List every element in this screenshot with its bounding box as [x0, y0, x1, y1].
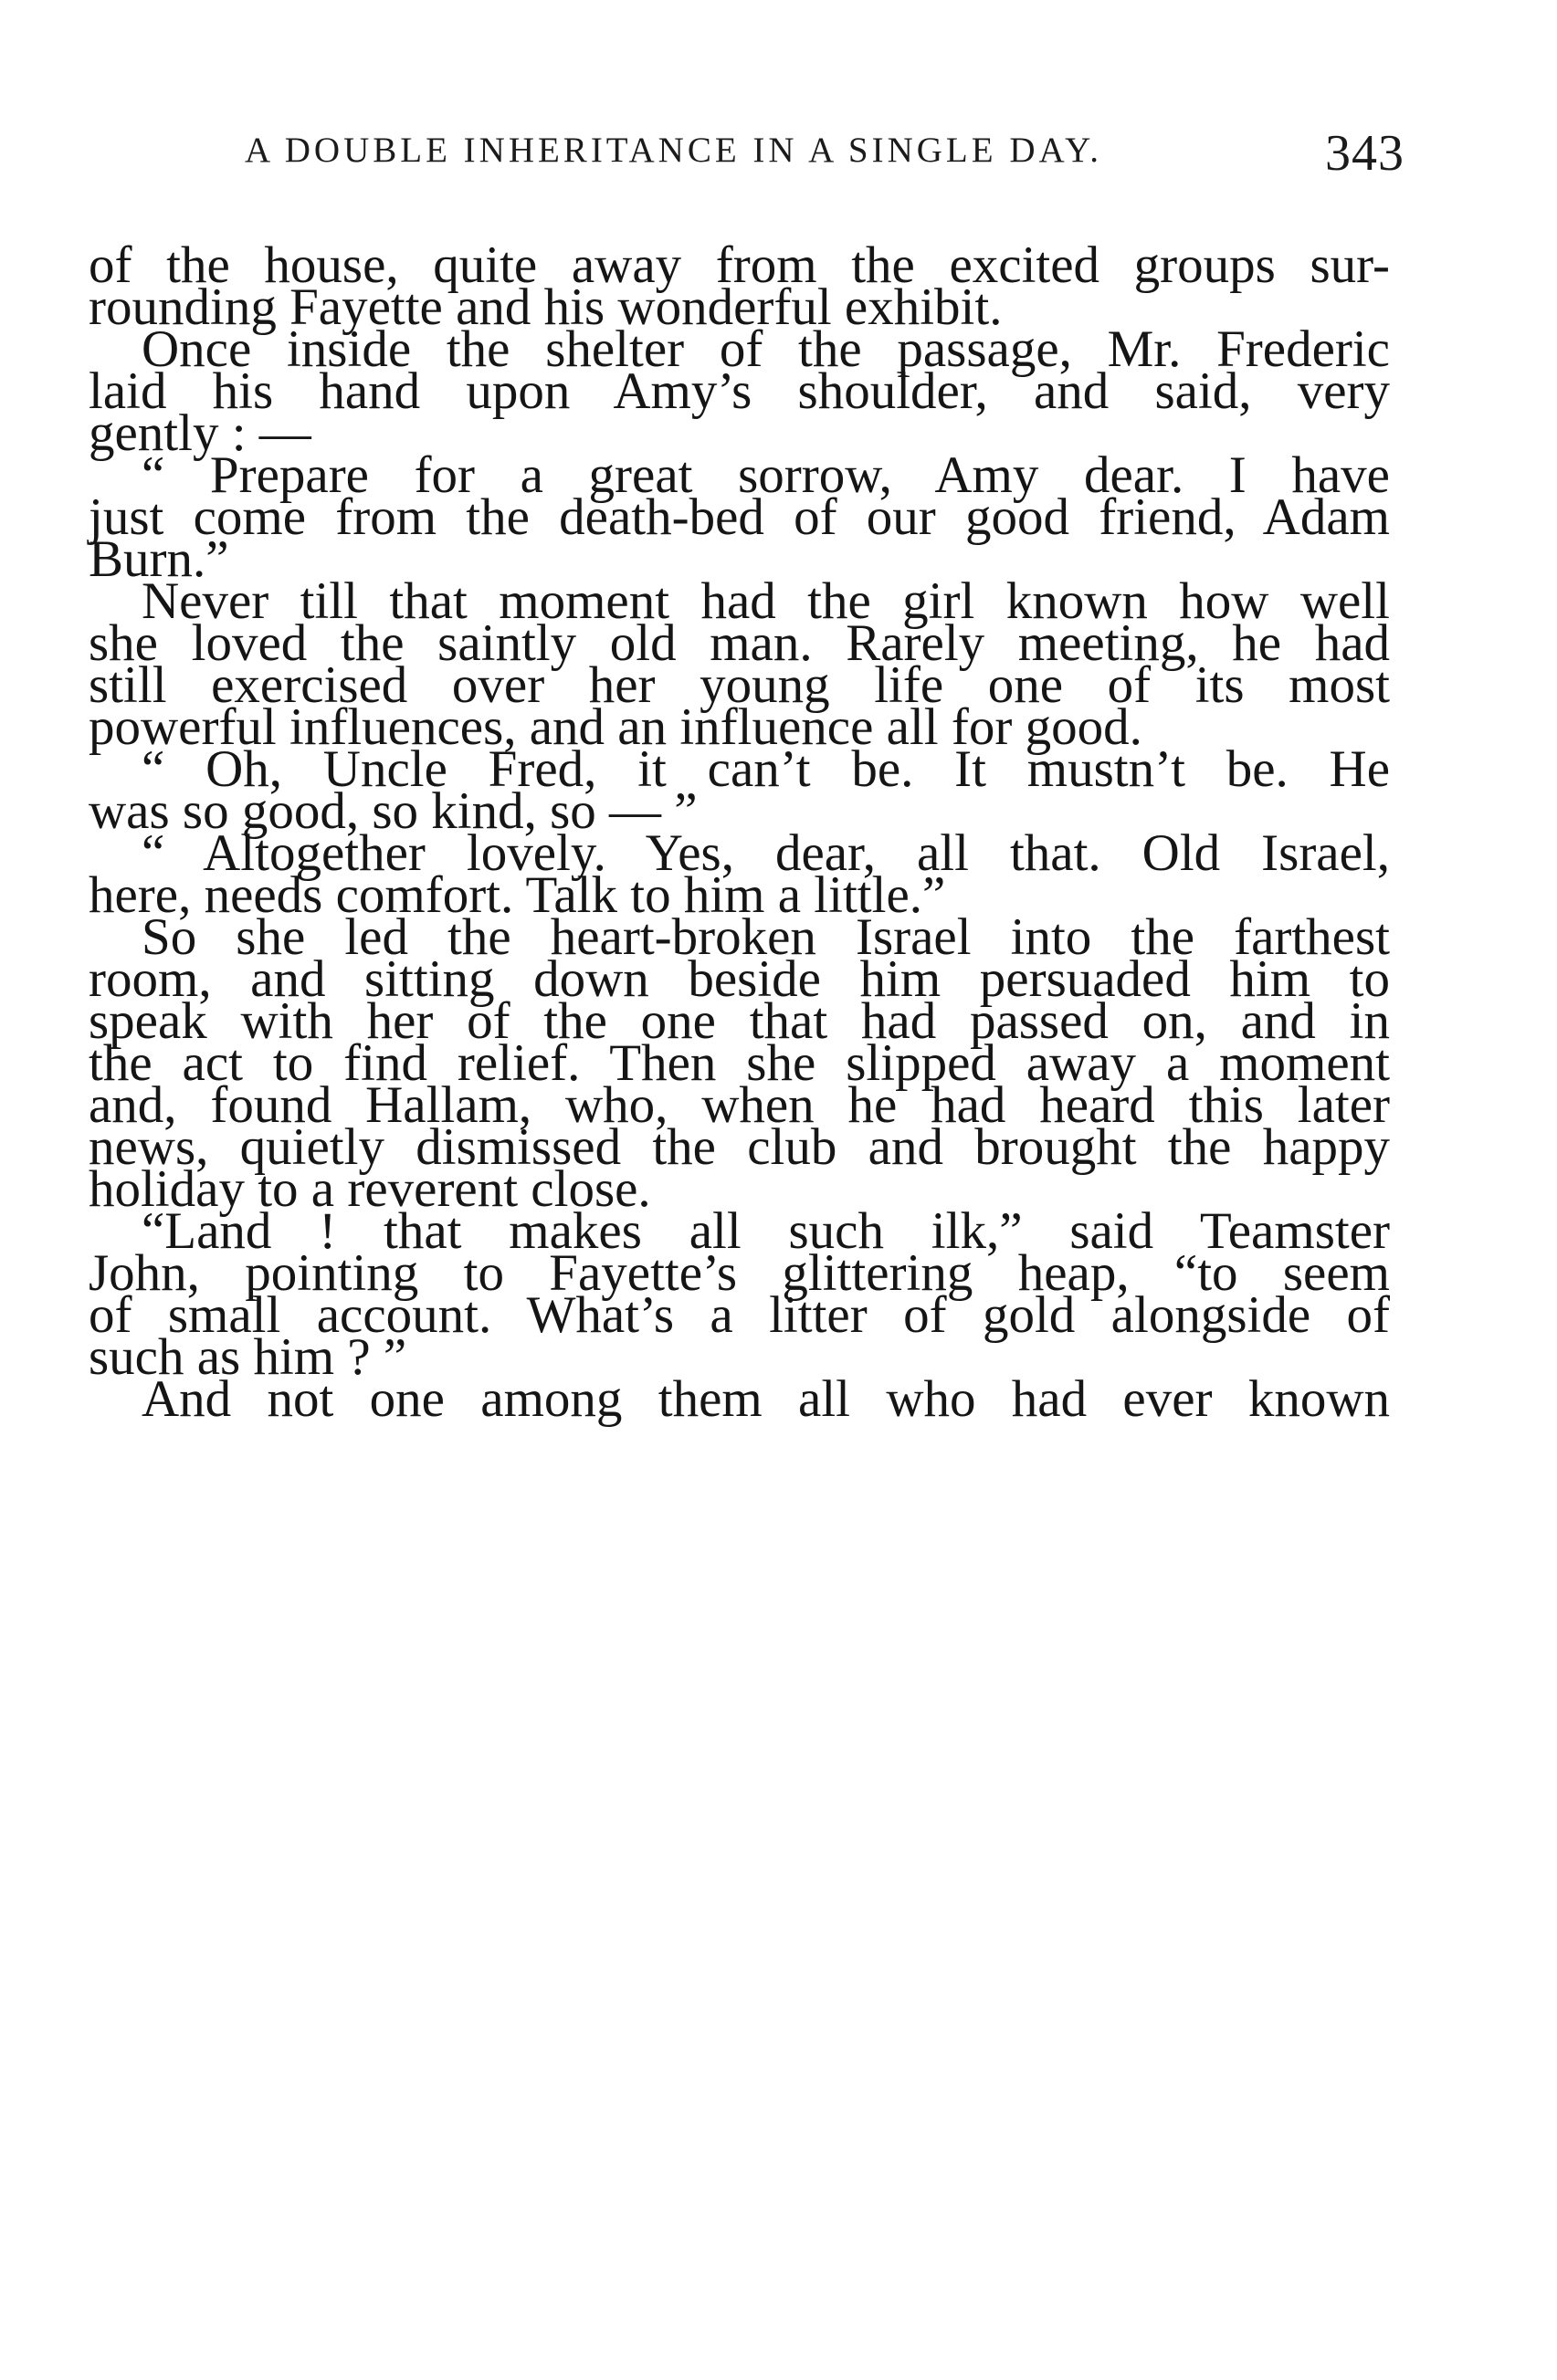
text-line-17: So she led the heart-broken Israel into the farthest — [142, 908, 1390, 966]
text-line-5: gently : — — [89, 404, 311, 462]
page-number: 343 — [1325, 125, 1404, 182]
text-line-4: laid his hand upon Amy’s shoulder, and said, very — [89, 362, 1390, 420]
text-line-22: news, quietly dismissed the club and brought the happy — [89, 1118, 1390, 1176]
text-line-26: of small account. What’s a litter of gold alongside of — [89, 1286, 1390, 1344]
text-line-7: just come from the death-bed of our good friend, Adam — [89, 488, 1390, 546]
text-line-9: Never till that moment had the girl known how well — [142, 572, 1390, 630]
text-line-10: she loved the saintly old man. Rarely meeting, he had — [89, 614, 1390, 672]
text-line-3: Once inside the shelter of the passage, Mr. Frederic — [142, 320, 1390, 378]
text-line-21: and, found Hallam, who, when he had heard this later — [89, 1076, 1390, 1134]
text-line-11: still exercised over her young life one of its most — [89, 656, 1390, 714]
text-line-8: Burn.” — [89, 530, 229, 588]
text-line-2: rounding Fayette and his wonderful exhibit. — [89, 278, 1003, 336]
text-line-6: “ Prepare for a great sorrow, Amy dear. I have — [142, 446, 1390, 504]
text-line-13: “ Oh, Uncle Fred, it can’t be. It mustn’t be. He — [142, 740, 1390, 798]
text-line-23: holiday to a reverent close. — [89, 1160, 651, 1218]
text-line-28: And not one among them all who had ever known — [142, 1370, 1390, 1428]
text-line-14: was so good, so kind, so — ” — [89, 782, 698, 840]
text-line-20: the act to find relief. Then she slipped away a moment — [89, 1034, 1390, 1092]
text-line-19: speak with her of the one that had passed on, and in — [89, 992, 1390, 1050]
running-title: A DOUBLE INHERITANCE IN A SINGLE DAY. — [245, 131, 1102, 170]
running-header — [245, 125, 1404, 194]
text-line-18: room, and sitting down beside him persuaded him to — [89, 950, 1390, 1008]
text-line-12: powerful influences, and an influence all for good. — [89, 698, 1142, 756]
text-line-16: here, needs comfort. Talk to him a little.” — [89, 866, 946, 924]
text-line-15: “ Altogether lovely. Yes, dear, all that. Old Israel, — [142, 824, 1390, 882]
text-line-25: John, pointing to Fayette’s glittering heap, “to seem — [89, 1244, 1390, 1302]
text-line-24: “Land ! that makes all such ilk,” said Teamster — [142, 1202, 1390, 1260]
text-line-27: such as him ? ” — [89, 1328, 407, 1386]
text-line-1: of the house, quite away from the excited groups sur- — [89, 236, 1390, 294]
